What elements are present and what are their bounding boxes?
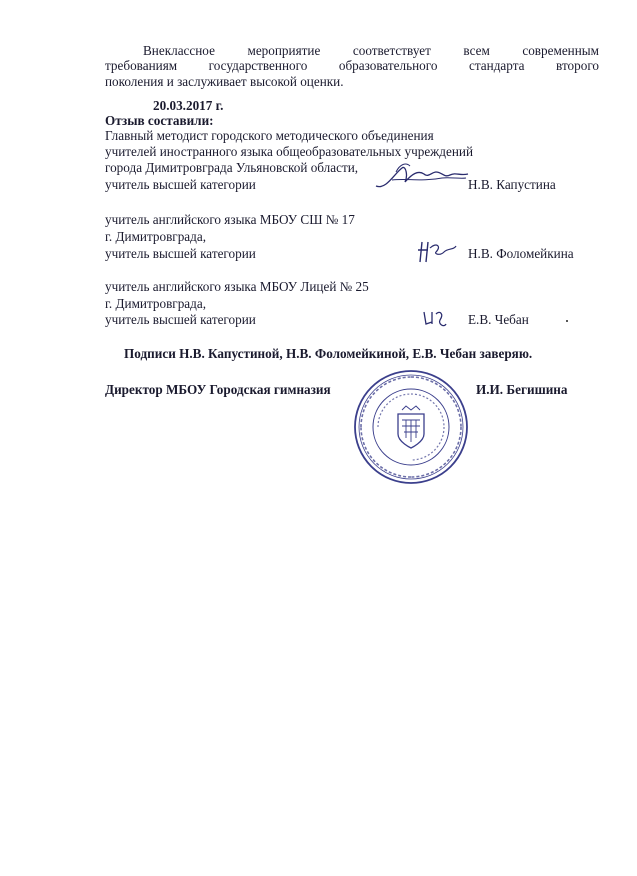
official-seal-icon	[352, 368, 470, 486]
author2-name: Н.В. Фоломейкина	[468, 246, 574, 261]
author1-name: Н.В. Капустина	[468, 177, 556, 192]
author3-position-line-1: учитель английского языка МБОУ Лицей № 25	[105, 279, 369, 294]
author2-signature	[414, 236, 460, 268]
author2-category: учитель высшей категории	[105, 246, 256, 261]
author2-position-line-1: учитель английского языка МБОУ СШ № 17	[105, 212, 355, 227]
intro-line-3: поколения и заслуживает высокой оценки.	[105, 74, 344, 89]
director-title: Директор МБОУ Городская гимназия	[105, 382, 331, 397]
ink-speck	[566, 320, 568, 322]
director-name: И.И. Бегишина	[476, 382, 568, 397]
author1-signature	[372, 160, 472, 194]
author1-category: учитель высшей категории	[105, 177, 256, 192]
author1-position-line-1: Главный методист городского методического объединения	[105, 128, 434, 143]
author3-name: Е.В. Чебан	[468, 312, 529, 327]
intro-line-1: Внеклассное мероприятие соответствует всем современным	[143, 43, 599, 58]
compiled-by-heading: Отзыв составили:	[105, 113, 214, 128]
author1-position-line-2: учителей иностранного языка общеобразовательных учреждений	[105, 144, 474, 159]
author2-city: г. Димитровграда,	[105, 229, 207, 244]
certification-line: Подписи Н.В. Капустиной, Н.В. Фоломейкиной, Е.В. Чебан заверяю.	[124, 346, 533, 361]
author3-category: учитель высшей категории	[105, 312, 256, 327]
document-date: 20.03.2017 г.	[153, 98, 224, 113]
author1-position-line-3: города Димитровграда Ульяновской области,	[105, 160, 359, 175]
author3-signature	[420, 304, 450, 332]
intro-line-2: требованиям государственного образовательного стандарта второго	[105, 58, 599, 73]
author3-city: г. Димитровграда,	[105, 296, 207, 311]
